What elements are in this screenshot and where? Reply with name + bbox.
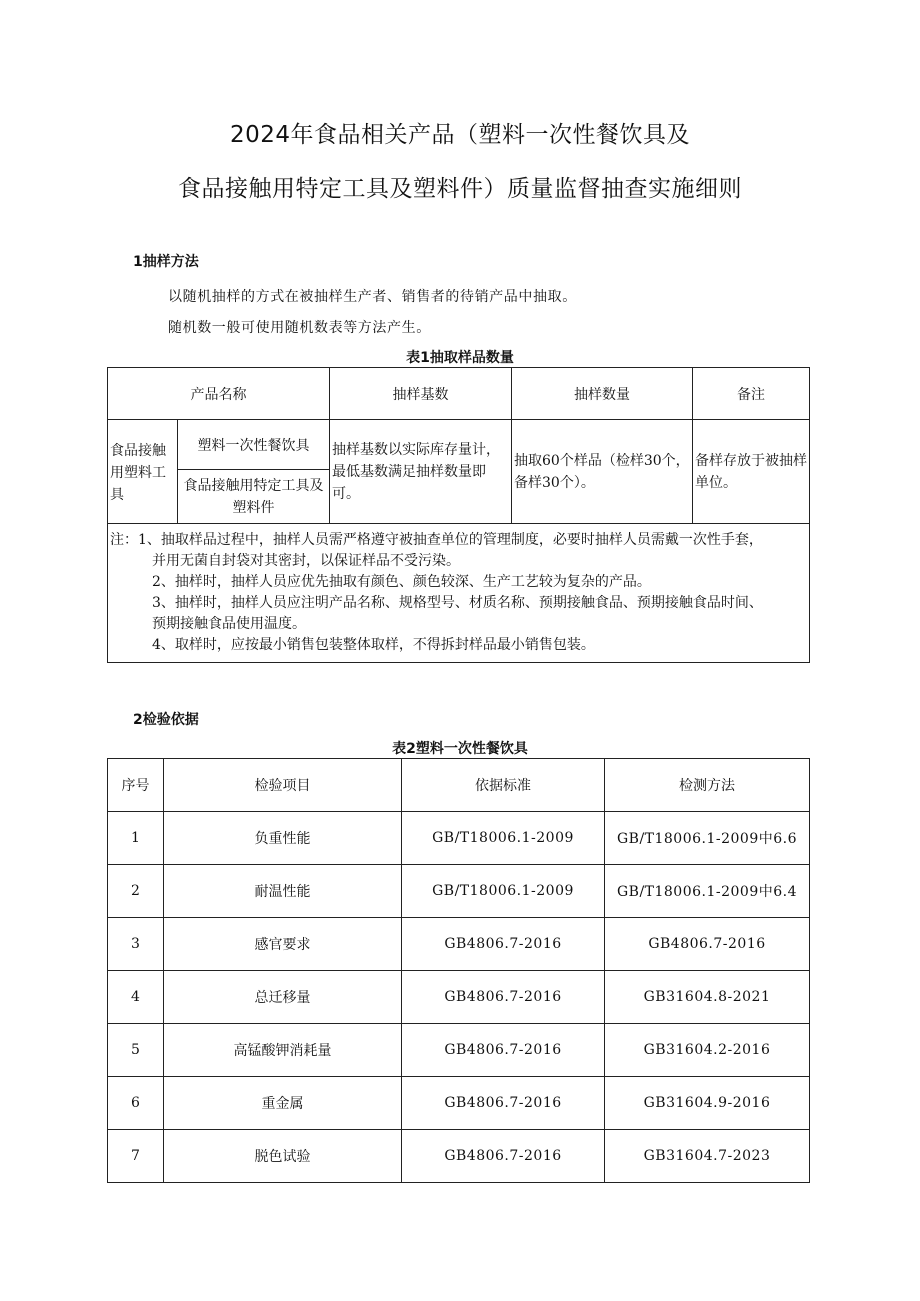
row-item: 负重性能 <box>164 812 402 865</box>
row-index: 4 <box>108 971 164 1024</box>
header-index: 序号 <box>108 759 164 812</box>
section-heading-basis: 2检验依据 <box>133 712 199 728</box>
product-disposable-tableware: 塑料一次性餐饮具 <box>178 420 330 470</box>
note-3: 3、抽样时，抽样人员应注明产品名称、规格型号、材质名称、预期接触食品、预期接触食品时间、 <box>152 595 763 611</box>
row-standard: GB4806.7-2016 <box>402 1024 605 1077</box>
header-inspection-item: 检验项目 <box>164 759 402 812</box>
row-item: 重金属 <box>164 1077 402 1130</box>
note-3-continued: 预期接触食品使用温度。 <box>152 616 306 632</box>
sample-quantity-table <box>107 367 810 663</box>
row-method: GB31604.9-2016 <box>605 1077 810 1130</box>
row-item: 耐温性能 <box>164 865 402 918</box>
header-sampling-quantity: 抽样数量 <box>512 368 693 420</box>
table-header-row <box>108 759 810 812</box>
row-standard: GB/T18006.1-2009 <box>402 812 605 865</box>
row-method: GB31604.8-2021 <box>605 971 810 1024</box>
notes-row <box>108 524 810 663</box>
row-item: 高锰酸钾消耗量 <box>164 1024 402 1077</box>
table1-caption: 表1抽取样品数量 <box>406 350 514 366</box>
table-row <box>108 1130 810 1183</box>
sampling-paragraph-2: 随机数一般可使用随机数表等方法产生。 <box>168 320 431 336</box>
product-contact-tools: 食品接触用特定工具及塑料件 <box>178 470 330 524</box>
row-item: 感官要求 <box>164 918 402 971</box>
row-index: 3 <box>108 918 164 971</box>
header-standard: 依据标准 <box>402 759 605 812</box>
header-remark: 备注 <box>693 368 810 420</box>
notes-cell <box>108 524 810 663</box>
table-row <box>108 1024 810 1077</box>
row-method: GB/T18006.1-2009中6.6 <box>605 812 810 865</box>
sampling-quantity-cell: 抽取60个样品（检样30个，备样30个）。 <box>512 420 693 524</box>
table-row <box>108 865 810 918</box>
row-index: 7 <box>108 1130 164 1183</box>
row-standard: GB/T18006.1-2009 <box>402 865 605 918</box>
table-row <box>108 918 810 971</box>
row-item: 总迁移量 <box>164 971 402 1024</box>
row-standard: GB4806.7-2016 <box>402 1077 605 1130</box>
remark-cell: 备样存放于被抽样单位。 <box>693 420 810 524</box>
row-method: GB31604.7-2023 <box>605 1130 810 1183</box>
table-header-row <box>108 368 810 420</box>
row-standard: GB4806.7-2016 <box>402 1130 605 1183</box>
row-method: GB4806.7-2016 <box>605 918 810 971</box>
table-row <box>108 420 810 470</box>
product-category: 食品接触用塑料工具 <box>108 420 178 524</box>
table-row <box>108 971 810 1024</box>
row-standard: GB4806.7-2016 <box>402 971 605 1024</box>
row-index: 5 <box>108 1024 164 1077</box>
row-item: 脱色试验 <box>164 1130 402 1183</box>
inspection-basis-table <box>107 758 810 1183</box>
header-test-method: 检测方法 <box>605 759 810 812</box>
document-title-line-1: 2024年食品相关产品（塑料一次性餐饮具及 <box>229 122 691 148</box>
section-heading-sampling: 1抽样方法 <box>133 254 199 270</box>
table-row <box>108 812 810 865</box>
note-2: 2、抽样时，抽样人员应优先抽取有颜色、颜色较深、生产工艺较为复杂的产品。 <box>152 574 651 590</box>
sampling-paragraph-1: 以随机抽样的方式在被抽样生产者、销售者的待销产品中抽取。 <box>168 289 577 305</box>
header-product-name: 产品名称 <box>108 368 330 420</box>
note-4: 4、取样时，应按最小销售包装整体取样，不得拆封样品最小销售包装。 <box>152 637 595 653</box>
document-title-line-2: 食品接触用特定工具及塑料件）质量监督抽查实施细则 <box>178 176 742 202</box>
row-method: GB31604.2-2016 <box>605 1024 810 1077</box>
header-sampling-base: 抽样基数 <box>330 368 512 420</box>
row-method: GB/T18006.1-2009中6.4 <box>605 865 810 918</box>
sampling-base-cell: 抽样基数以实际库存量计，最低基数满足抽样数量即可。 <box>330 420 512 524</box>
row-index: 1 <box>108 812 164 865</box>
note-1-continued: 并用无菌自封袋对其密封，以保证样品不受污染。 <box>152 553 460 569</box>
row-standard: GB4806.7-2016 <box>402 918 605 971</box>
row-index: 2 <box>108 865 164 918</box>
table2-caption: 表2塑料一次性餐饮具 <box>392 741 528 757</box>
table-row <box>108 1077 810 1130</box>
note-1: 注：1、抽取样品过程中，抽样人员需严格遵守被抽查单位的管理制度，必要时抽样人员需戴一次性手套， <box>110 532 763 548</box>
row-index: 6 <box>108 1077 164 1130</box>
